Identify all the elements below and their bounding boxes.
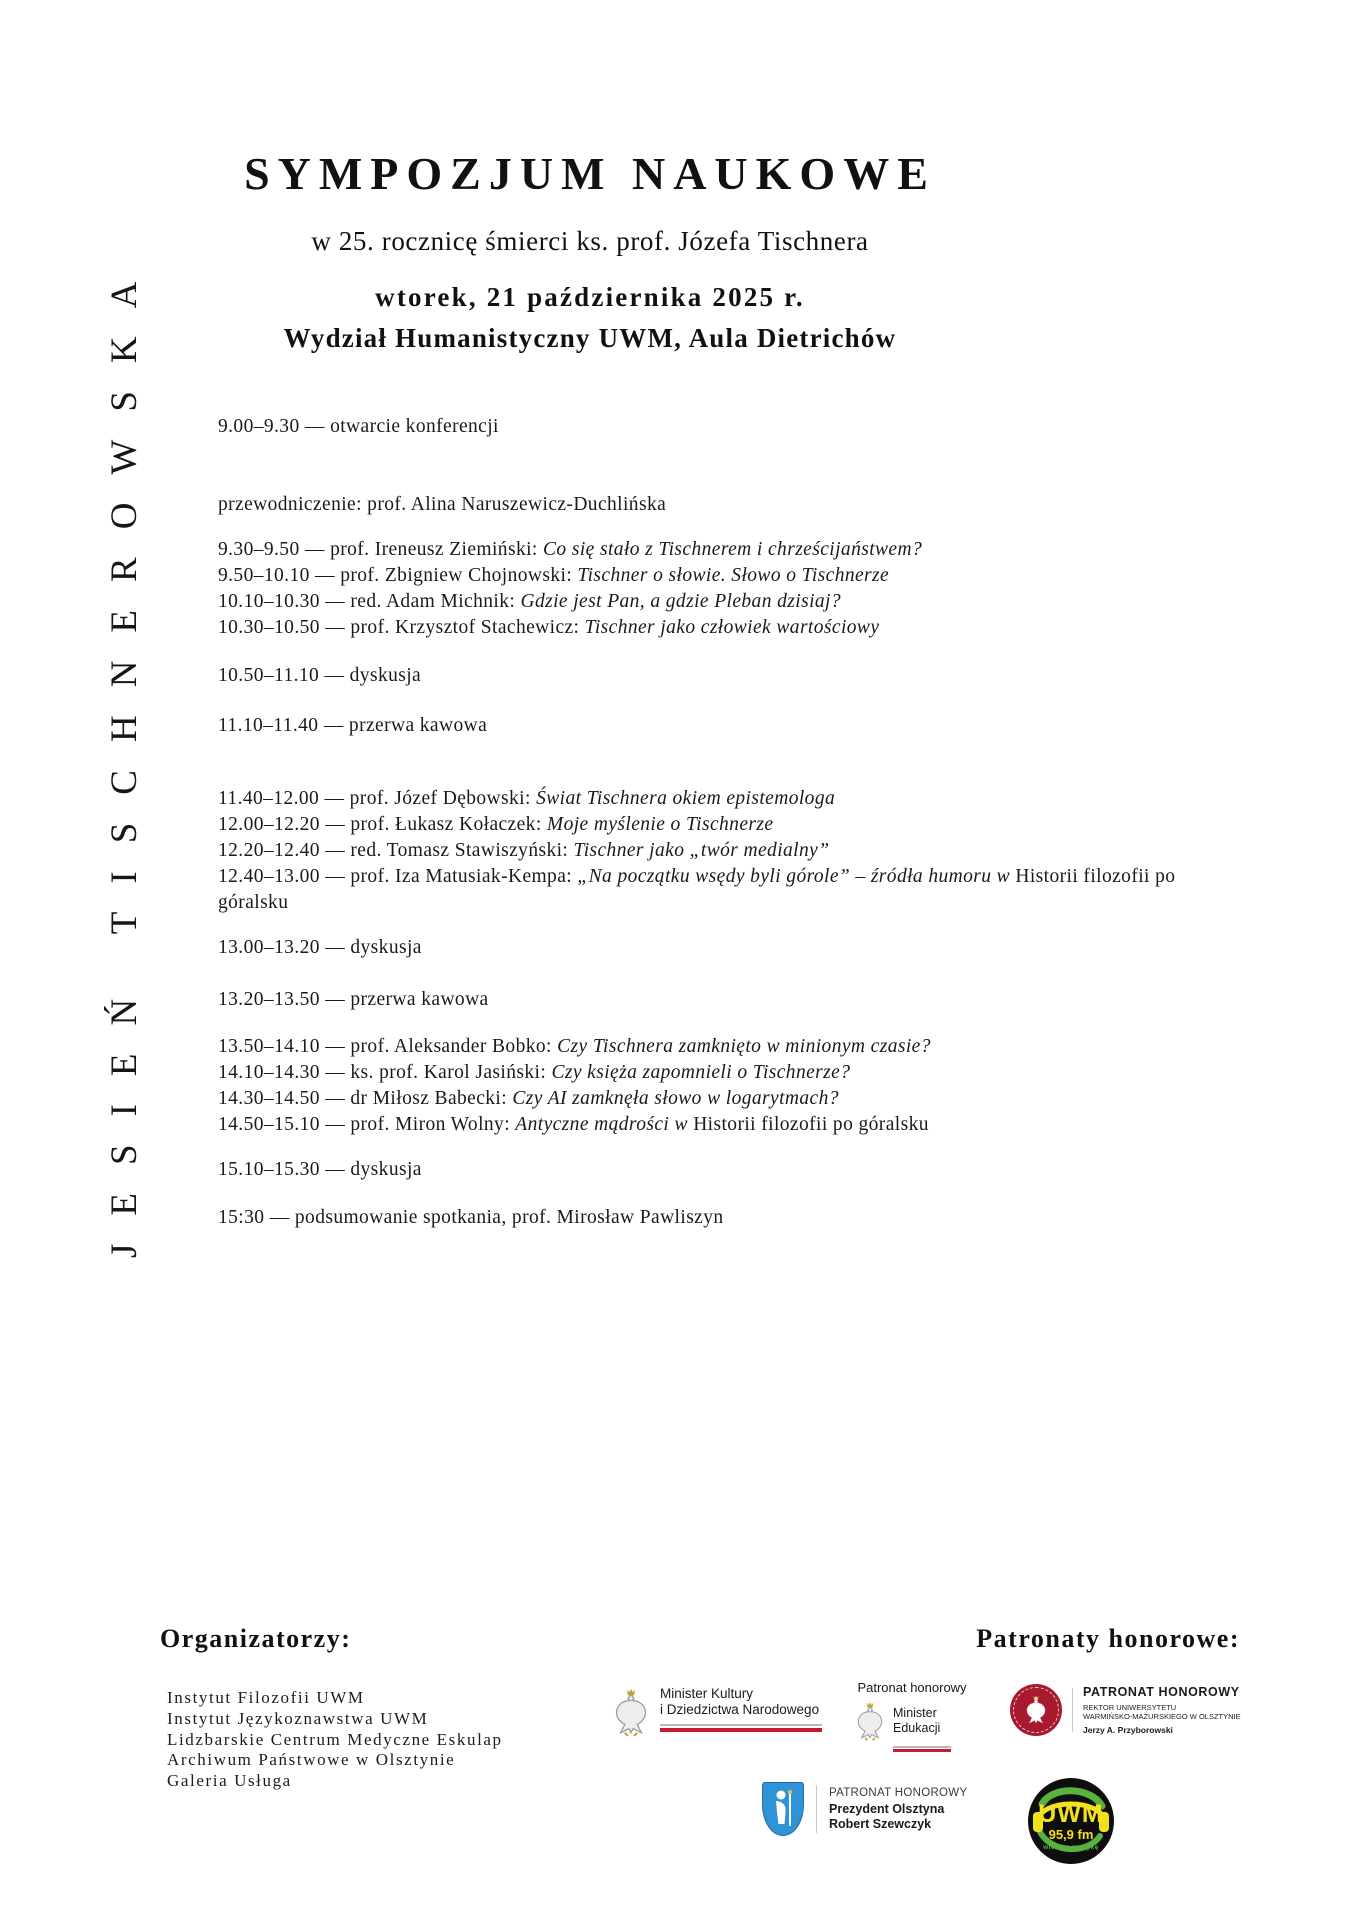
schedule-item [218, 935, 1240, 961]
schedule-item [218, 1060, 1240, 1086]
edu-patronage-heading: Patronat honorowy [857, 1680, 967, 1695]
item-dash: — [323, 715, 344, 736]
item-talk-title: Czy księża zapomnieli o Tischnerze? [551, 1062, 851, 1083]
item-label: podsumowanie spotkania, prof. Mirosław Pawliszyn [294, 1207, 724, 1228]
divider [1072, 1688, 1073, 1732]
schedule [218, 414, 1240, 1231]
item-time: 14.30–14.50 [218, 1088, 320, 1109]
item-dash: — [315, 565, 335, 586]
item-time: 9.50–10.10 [218, 565, 310, 586]
schedule-item [218, 1157, 1240, 1183]
item-time: 13.00–13.20 [218, 937, 320, 958]
olsztyn-patronage-heading: PATRONAT HONOROWY [829, 1786, 968, 1799]
item-speaker: prof. Aleksander Bobko: [350, 1036, 552, 1057]
uwm-seal-icon [1010, 1684, 1062, 1736]
item-talk-title-suffix: Historii filozofii po góralsku [218, 866, 1176, 913]
item-dash: — [269, 1207, 290, 1228]
poster-header [150, 148, 1030, 355]
item-dash: — [325, 866, 346, 887]
item-speaker: prof. Iza Matusiak-Kempa: [350, 866, 573, 887]
organizers-heading: Organizatorzy: [160, 1624, 352, 1653]
item-dash: — [304, 539, 325, 560]
item-label: przerwa kawowa [350, 989, 489, 1010]
item-talk-title: Co się stało z Tischnerem i chrześcijaństwem? [543, 539, 923, 560]
rector-patronage-heading: PATRONAT HONOROWY [1083, 1685, 1240, 1699]
polish-eagle-icon [853, 1700, 887, 1742]
item-talk-title: Tischner o słowie. Słowo o Tischnerze [577, 565, 890, 586]
item-talk-title: „Na początku wsędy byli górole” – źródła humoru w [577, 866, 1011, 887]
schedule-item [218, 663, 1240, 689]
logo-rektor-uwm [1010, 1684, 1241, 1736]
item-talk-title: Czy AI zamknęła słowo w logarytmach? [512, 1088, 839, 1109]
schedule-item [218, 864, 1240, 916]
item-talk-title: Tischner jako człowiek wartościowy [584, 617, 880, 638]
item-time: 12.40–13.00 [218, 866, 320, 887]
item-speaker: prof. Krzysztof Stachewicz: [350, 617, 580, 638]
logo-prezydent-olsztyna [762, 1782, 967, 1836]
olsztyn-crest-icon [762, 1782, 804, 1836]
uwmfm-tagline: wierz w muzykę [1043, 1844, 1099, 1851]
session-chair: przewodniczenie: prof. Alina Naruszewicz-Duchlińska [218, 494, 667, 515]
rector-line2: WARMIŃSKO-MAZURSKIEGO W OLSZTYNIE [1083, 1712, 1241, 1721]
item-time: 13.50–14.10 [218, 1036, 320, 1057]
item-time: 9.30–9.50 [218, 539, 300, 560]
rector-line1: REKTOR UNIWERSYTETU [1083, 1703, 1177, 1712]
item-dash: — [324, 788, 345, 809]
page-title: SYMPOZJUM NAUKOWE [244, 148, 936, 199]
edu-line2: Edukacji [893, 1721, 941, 1735]
logo-minister-edukacji [853, 1680, 971, 1752]
item-dash: — [325, 1114, 346, 1135]
schedule-item [218, 838, 1240, 864]
mkidn-line2: i Dziedzictwa Narodowego [660, 1702, 820, 1717]
item-speaker: prof. Józef Dębowski: [349, 788, 531, 809]
item-time: 13.20–13.50 [218, 989, 320, 1010]
item-label: otwarcie konferencji [330, 416, 499, 437]
vertical-series-title: JESIEŃ TISCHNEROWSKA [104, 253, 145, 1258]
schedule-item [218, 1112, 1240, 1138]
item-time: 10.10–10.30 [218, 591, 320, 612]
item-dash: — [325, 1036, 346, 1057]
item-speaker: prof. Zbigniew Chojnowski: [340, 565, 573, 586]
item-dash: — [325, 814, 346, 835]
item-time: 10.30–10.50 [218, 617, 320, 638]
rector-name: Jerzy A. Przyborowski [1083, 1725, 1173, 1735]
item-time: 15.10–15.30 [218, 1159, 320, 1180]
item-talk-title-suffix: Historii filozofii po góralsku [693, 1114, 929, 1135]
logo-minister-kultury [610, 1686, 822, 1738]
edu-flag-rule [893, 1746, 951, 1752]
item-dash: — [325, 937, 346, 958]
item-dash: — [304, 416, 325, 437]
organizers-list [167, 1688, 503, 1792]
item-dash: — [325, 617, 346, 638]
item-speaker: dr Miłosz Babecki: [350, 1088, 508, 1109]
uwmfm-brand: UWM [1038, 1800, 1104, 1828]
edu-line1: Minister [893, 1706, 937, 1720]
event-date: wtorek, 21 października 2025 r. [375, 282, 805, 312]
item-speaker: ks. prof. Karol Jasiński: [350, 1062, 547, 1083]
item-talk-title: Moje myślenie o Tischnerze [546, 814, 774, 835]
organizer-item: Lidzbarskie Centrum Medyczne Eskulap [167, 1729, 503, 1749]
organizer-item: Galeria Usługa [167, 1771, 292, 1791]
organizer-item: Instytut Filozofii UWM [167, 1688, 365, 1707]
item-speaker: prof. Ireneusz Ziemiński: [330, 539, 538, 560]
item-time: 11.40–12.00 [218, 788, 320, 809]
organizer-item: Archiwum Państwowe w Olsztynie [167, 1750, 456, 1770]
schedule-item [218, 563, 1240, 589]
item-talk-title: Antyczne mądrości w [515, 1114, 688, 1135]
item-dash: — [324, 665, 345, 686]
item-talk-title: Gdzie jest Pan, a gdzie Pleban dzisiaj? [520, 591, 842, 612]
item-talk-title: Świat Tischnera okiem epistemologa [536, 788, 836, 809]
item-talk-title: Czy Tischnera zamknięto w minionym czasie? [557, 1036, 931, 1057]
organizer-item: Instytut Językoznawstwa UWM [167, 1708, 429, 1728]
polish-eagle-icon [610, 1686, 652, 1738]
item-time: 9.00–9.30 [218, 416, 300, 437]
item-dash: — [325, 840, 346, 861]
divider [816, 1785, 817, 1833]
item-time: 15:30 [218, 1207, 265, 1228]
schedule-item [218, 589, 1240, 615]
item-time: 14.10–14.30 [218, 1062, 320, 1083]
schedule-item [218, 812, 1240, 838]
schedule-item [218, 537, 1240, 563]
item-dash: — [325, 1088, 346, 1109]
item-dash: — [325, 1159, 346, 1180]
event-venue: Wydział Humanistyczny UWM, Aula Dietrichów [283, 323, 897, 353]
item-speaker: prof. Łukasz Kołaczek: [350, 814, 542, 835]
item-label: przerwa kawowa [348, 715, 488, 736]
item-label: dyskusja [349, 665, 422, 686]
item-dash: — [325, 989, 346, 1010]
uwmfm-frequency: 95,9 fm [1048, 1827, 1094, 1842]
mkidn-flag-rule [660, 1724, 822, 1732]
item-time: 12.00–12.20 [218, 814, 320, 835]
item-dash: — [325, 591, 346, 612]
poster-subtitle: w 25. rocznicę śmierci ks. prof. Józefa Tischnera [311, 226, 869, 256]
mkidn-line1: Minister Kultury [660, 1686, 754, 1701]
schedule-item [218, 713, 1240, 739]
item-speaker: red. Adam Michnik: [350, 591, 516, 612]
schedule-item [218, 786, 1240, 812]
item-speaker: red. Tomasz Stawiszyński: [350, 840, 569, 861]
schedule-item [218, 1205, 1240, 1231]
olsztyn-line2: Robert Szewczyk [829, 1816, 932, 1831]
schedule-item [218, 414, 1240, 440]
item-time: 10.50–11.10 [218, 665, 320, 686]
schedule-item [218, 1034, 1240, 1060]
schedule-item [218, 987, 1240, 1013]
schedule-item [218, 615, 1240, 641]
olsztyn-line1: Prezydent Olsztyna [829, 1801, 945, 1816]
schedule-item [218, 1086, 1240, 1112]
patronage-heading: Patronaty honorowe: [976, 1624, 1240, 1653]
item-talk-title: Tischner jako „twór medialny” [573, 840, 830, 861]
item-dash: — [325, 1062, 346, 1083]
item-label: dyskusja [350, 937, 422, 958]
item-time: 14.50–15.10 [218, 1114, 320, 1135]
item-speaker: prof. Miron Wolny: [350, 1114, 511, 1135]
item-label: dyskusja [350, 1159, 422, 1180]
item-time: 12.20–12.40 [218, 840, 320, 861]
radio-uwmfm-logo [1028, 1778, 1114, 1864]
item-time: 11.10–11.40 [218, 715, 319, 736]
